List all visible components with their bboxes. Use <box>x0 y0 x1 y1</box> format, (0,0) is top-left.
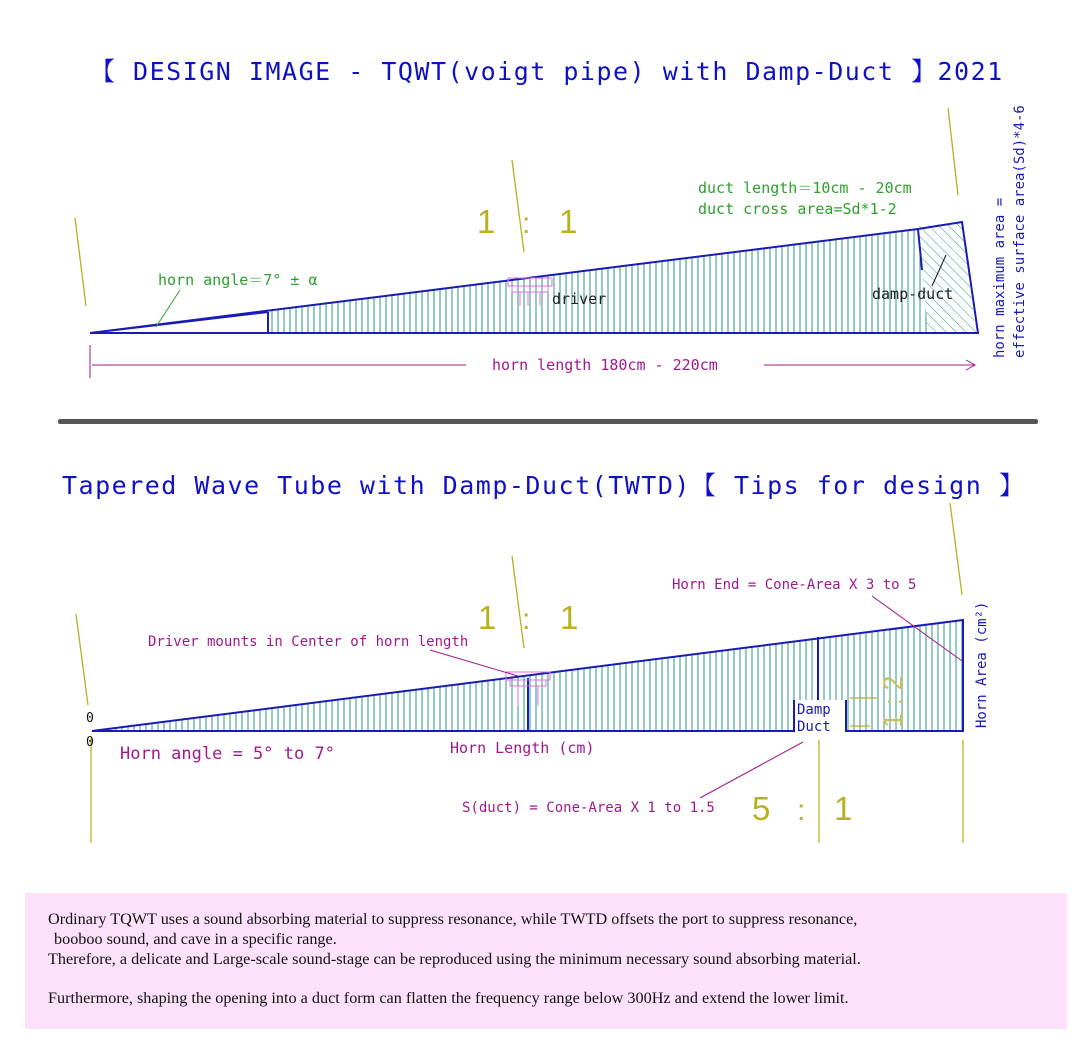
bottom-horn-angle: Horn angle = 5° to 7° <box>120 744 335 764</box>
top-horn-angle: horn angle＝7° ± α <box>158 271 318 289</box>
bottom-ratio2-colon: : <box>797 794 806 827</box>
bottom-ratio-right: 1 <box>560 599 579 636</box>
top-side-line2: effective surface area(Sd)*4-6 <box>1012 105 1028 358</box>
top-driver-label: driver <box>552 290 607 308</box>
bottom-driver-note: Driver mounts in Center of horn length <box>148 634 469 650</box>
note-line-2: booboo sound, and cave in a specific range. <box>54 930 337 948</box>
section-divider <box>58 419 1038 424</box>
top-side-line1: horn maximum area = <box>992 197 1008 358</box>
top-guide-left <box>75 218 86 306</box>
bottom-ratio-colon: : <box>522 603 531 636</box>
bottom-duct-note: S(duct) = Cone-Area X 1 to 1.5 <box>462 800 715 816</box>
top-guide-right <box>948 108 958 195</box>
bottom-vertical-ratio: 1 : 2 <box>878 675 908 728</box>
bottom-zero-bottom: 0 <box>86 735 94 750</box>
bottom-ratio-left: 1 <box>478 599 497 636</box>
bottom-horn-length: Horn Length (cm) <box>450 739 595 757</box>
note-line-4: Furthermore, shaping the opening into a duct form can flatten the frequency range below 300Hz and extend the lower limit. <box>48 989 849 1007</box>
top-horn-hatch <box>268 230 976 333</box>
top-duct-area: duct cross area=Sd*1-2 <box>698 200 897 218</box>
note-line-1: Ordinary TQWT uses a sound absorbing material to suppress resonance, while TWTD offsets the port to suppress resonance, <box>48 910 858 928</box>
bottom-title: Tapered Wave Tube with Damp-Duct(TWTD)【 Tips for design 】 <box>62 471 1026 500</box>
top-duct-length: duct length＝10cm - 20cm <box>698 179 912 197</box>
bottom-horn-area: Horn Area (cm²) <box>974 601 990 728</box>
bottom-horn-end-note: Horn End = Cone-Area X 3 to 5 <box>672 577 917 593</box>
top-ratio-right: 1 <box>559 203 578 240</box>
bottom-ratio2-left: 5 <box>752 790 771 827</box>
top-horn-diagram <box>75 105 1028 378</box>
explanation-note <box>25 893 1067 1029</box>
note-line-3: Therefore, a delicate and Large-scale sound-stage can be reproduced using the minimum necessary sound absorbing material. <box>48 950 861 968</box>
top-title: 【 DESIGN IMAGE - TQWT(voigt pipe) with Damp-Duct 】2021 <box>90 57 1004 86</box>
top-ratio-colon: : <box>522 207 531 240</box>
bottom-duct-label: Duct <box>797 719 831 735</box>
bottom-zero-top: 0 <box>86 711 94 726</box>
bottom-horn-diagram <box>76 503 990 843</box>
top-damp-duct-label: damp-duct <box>872 285 954 303</box>
top-damp-duct-hatch <box>918 222 976 333</box>
top-ratio-left: 1 <box>477 203 496 240</box>
bottom-ratio2-right: 1 <box>834 790 853 827</box>
bottom-damp-label: Damp <box>797 702 831 718</box>
top-horn-length: horn length 180cm - 220cm <box>492 356 718 374</box>
